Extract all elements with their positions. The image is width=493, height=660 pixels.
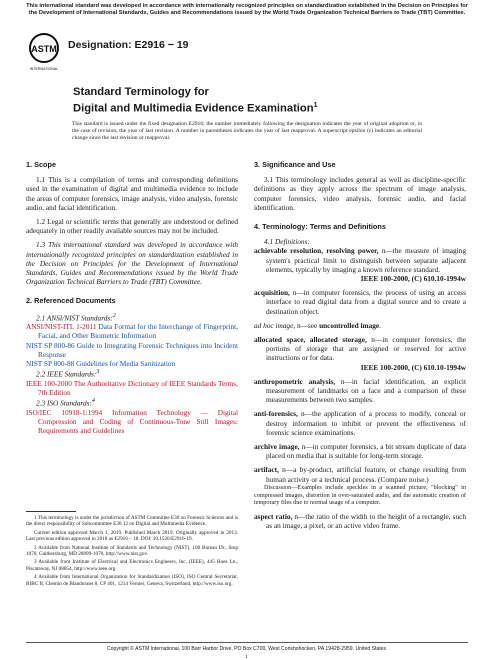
astm-logo-icon xyxy=(27,32,61,72)
left-column xyxy=(26,160,238,436)
title-footnote-mark: 1 xyxy=(313,102,318,109)
terminology-heading: 4. Terminology: Terms and Definitions xyxy=(254,222,386,232)
scope-p2: 1.2 Legal or scientific terms that generally are understood or defined adequately in other readily available sources may not be included. xyxy=(26,217,238,236)
footnote-2: 2 Available from National Institute of Standards and Technology (NIST), 100 Bureau Dr., Stop 1070, Gaithersburg, MD 20899-1070, http://www.nist.gov. xyxy=(26,544,238,558)
significance-heading: 3. Significance and Use xyxy=(254,160,336,169)
footnote-4: 4 Available from International Organization for Standardization (ISO), ISO Central Secretariat, BIBC II, Chemin de Blandonnet 8, CP 401, 1214 Vernier, Geneva, Switzerland, http://www.iso.org. xyxy=(26,574,238,587)
footnote-3: 3 Available from Institute of Electrical and Electronics Engineers, Inc. (IEEE), 445 Hoes Ln., Piscataway, NJ 08854, http://www.ieee.org. xyxy=(26,559,238,572)
term-achievable-resolution: achievable resolution, resolving power, n—the measure of imaging system's practical limit to distinguish between separate adjacent elements, typically by imaging a known reference standard. xyxy=(254,246,466,274)
intro-paragraph: This standard is issued under the fixed designation E2916; the number immediately following the designation indicates the year of original adoption or, in the case of revision, the year of last revision. A number in parentheses indicates the year of last reapproval. A superscript epsilon (ε) indicates an editorial change since the last revision or reapproval. xyxy=(72,121,422,142)
significance-p1: 3.1 This terminology includes general as well as discipline-specific definitions as they apply across the spectrum of image analysis, computer forensics, video analysis, forensic audio, and facial identification. xyxy=(254,175,466,212)
term-4-source: IEEE 100-2000, (C) 610.10-1994w xyxy=(360,362,466,372)
term-archive-image: archive image, n—in computer forensics, a bit stream duplicate of data placed on media that is suitable for long-term storage. xyxy=(254,442,466,461)
title-line-2: Digital and Multimedia Evidence Examination$^1$ xyxy=(73,102,318,115)
scope-p3: 1.3 This international standard was developed in accordance with internationally recognized principles on standardization established in the Decision on Principles for the Development of International Standards, Guides and Recommendations issued by the World Trade Organization Technical Barriers to Trade (TBT) Committee. xyxy=(26,240,238,287)
ref-ieee-100[interactable]: IEEE 100-2000 The Authoritative Dictionary of IEEE Standards Terms, 7th Edition xyxy=(26,378,238,398)
footer-rule xyxy=(26,642,468,643)
iso-subheading: 2.3 ISO Standards:$^4$ xyxy=(36,398,95,408)
ref-nist-800-86[interactable]: NIST SP 800-86 Guide to Integrating Forensic Techniques into Incident Response xyxy=(26,340,239,359)
scope-p1: 1.1 This is a compilation of terms and corresponding definitions used in the examination of digital and multimedia evidence to include the areas of computer forensics, image analysis, video analysis, forensic audio, and facial identification. xyxy=(26,175,238,212)
footnote-1: 1 This terminology is under the jurisdiction of ASTM Committee E30 on Forensic Sciences and is the direct responsibility of Subcommittee E30.12 on Digital and Multimedia Evidence. xyxy=(26,515,238,528)
artifact-discussion: Discussion—Examples include speckles in a scanned picture, "blocking" in compressed images, distortion in over-saturated audio, and the automatic creation of temporary files due to normal usage of a computer. xyxy=(254,483,466,507)
svg-text:ASTM: ASTM xyxy=(31,44,57,54)
scope-heading: 1. Scope xyxy=(26,160,57,169)
footnotes xyxy=(26,511,238,589)
term-acquisition: acquisition, n—in computer forensics, the process of using an access interface to read digital data from a digital source and to create a destination object. xyxy=(254,288,466,316)
term-anti-forensics: anti-forensics, n—the application of a process to modify, conceal or destroy information to inhibit or prevent the effectiveness of forensic science examinations. xyxy=(254,409,466,437)
svg-text:INTERNATIONAL: INTERNATIONAL xyxy=(29,67,59,71)
term-1-source: IEEE 100-2000, (C) 610.10-1994w xyxy=(360,274,466,284)
ref-iso-10918[interactable]: ISO/IEC 10918-1:1994 Information Technology — Digital Compression and Coding of Continuous-Tone Still Images: Requirements and Guidelines xyxy=(26,407,238,436)
page-title xyxy=(73,85,423,116)
ref-nist-800-88[interactable]: NIST SP 800-88 Guidelines for Media Sanitization xyxy=(26,359,176,369)
designation: Designation: E2916 − 19 xyxy=(68,39,189,51)
ieee-subheading: 2.2 IEEE Standards:$^3$ xyxy=(36,369,100,379)
term-ad-hoc-image: ad hoc image, n—see uncontrolled image. xyxy=(254,320,381,330)
title-line-1: Standard Terminology for xyxy=(73,86,209,98)
definitions-subheading: 4.1 Definitions: xyxy=(264,237,310,247)
ansi-subheading: 2.1 ANSI/NIST Standards:$^2$ xyxy=(36,312,116,323)
right-column xyxy=(254,160,466,531)
term-anthropometric-analysis: anthropometric analysis, n—in facial identification, an explicit measurement of landmarks on a face and a comparison of these measurements between two samples. xyxy=(254,376,466,405)
standard-notice: This international standard was developed in accordance with internationally recognized principles on standardization established in the Decision on Principles for the Development of International Standards, Guides and Recommendations issued by the World Trade Organization Technical Barriers to Trade (TBT) Committee. xyxy=(26,3,468,16)
term-aspect-ratio: aspect ratio, n—the ratio of the width to the height of a rectangle, such as an image, a pixel, or an active video frame. xyxy=(254,512,466,531)
page-number: 1 xyxy=(245,654,248,660)
ref-ansi-nist[interactable]: ANSI/NIST-ITL 1-2011 Data Format for the Interchange of Fingerprint, Facial, and Other Biometric Information xyxy=(26,322,238,341)
term-allocated-space: allocated space, allocated storage, n—in computer forensics, the portions of storage that are assigned or reserved for active instructions or for data. xyxy=(254,335,466,363)
copyright: Copyright © ASTM International, 100 Barr Harbor Drive, PO Box C700, West Conshohocken, PA 19428-2959. United States xyxy=(106,646,387,652)
footnote-divider xyxy=(26,511,76,512)
term-artifact: artifact, n—a by-product, artificial feature, or change resulting from human activity or a technical process. (Compare noise.) xyxy=(254,465,466,484)
footnote-1b: Current edition approved March 1, 2019. Published March 2019. Originally approved in 2013. Last previous edition approved in 2018 as E2916 – 18. DOI: 10.1520/E2916-19. xyxy=(26,529,238,543)
referenced-documents-heading: 2. Referenced Documents xyxy=(26,296,116,306)
